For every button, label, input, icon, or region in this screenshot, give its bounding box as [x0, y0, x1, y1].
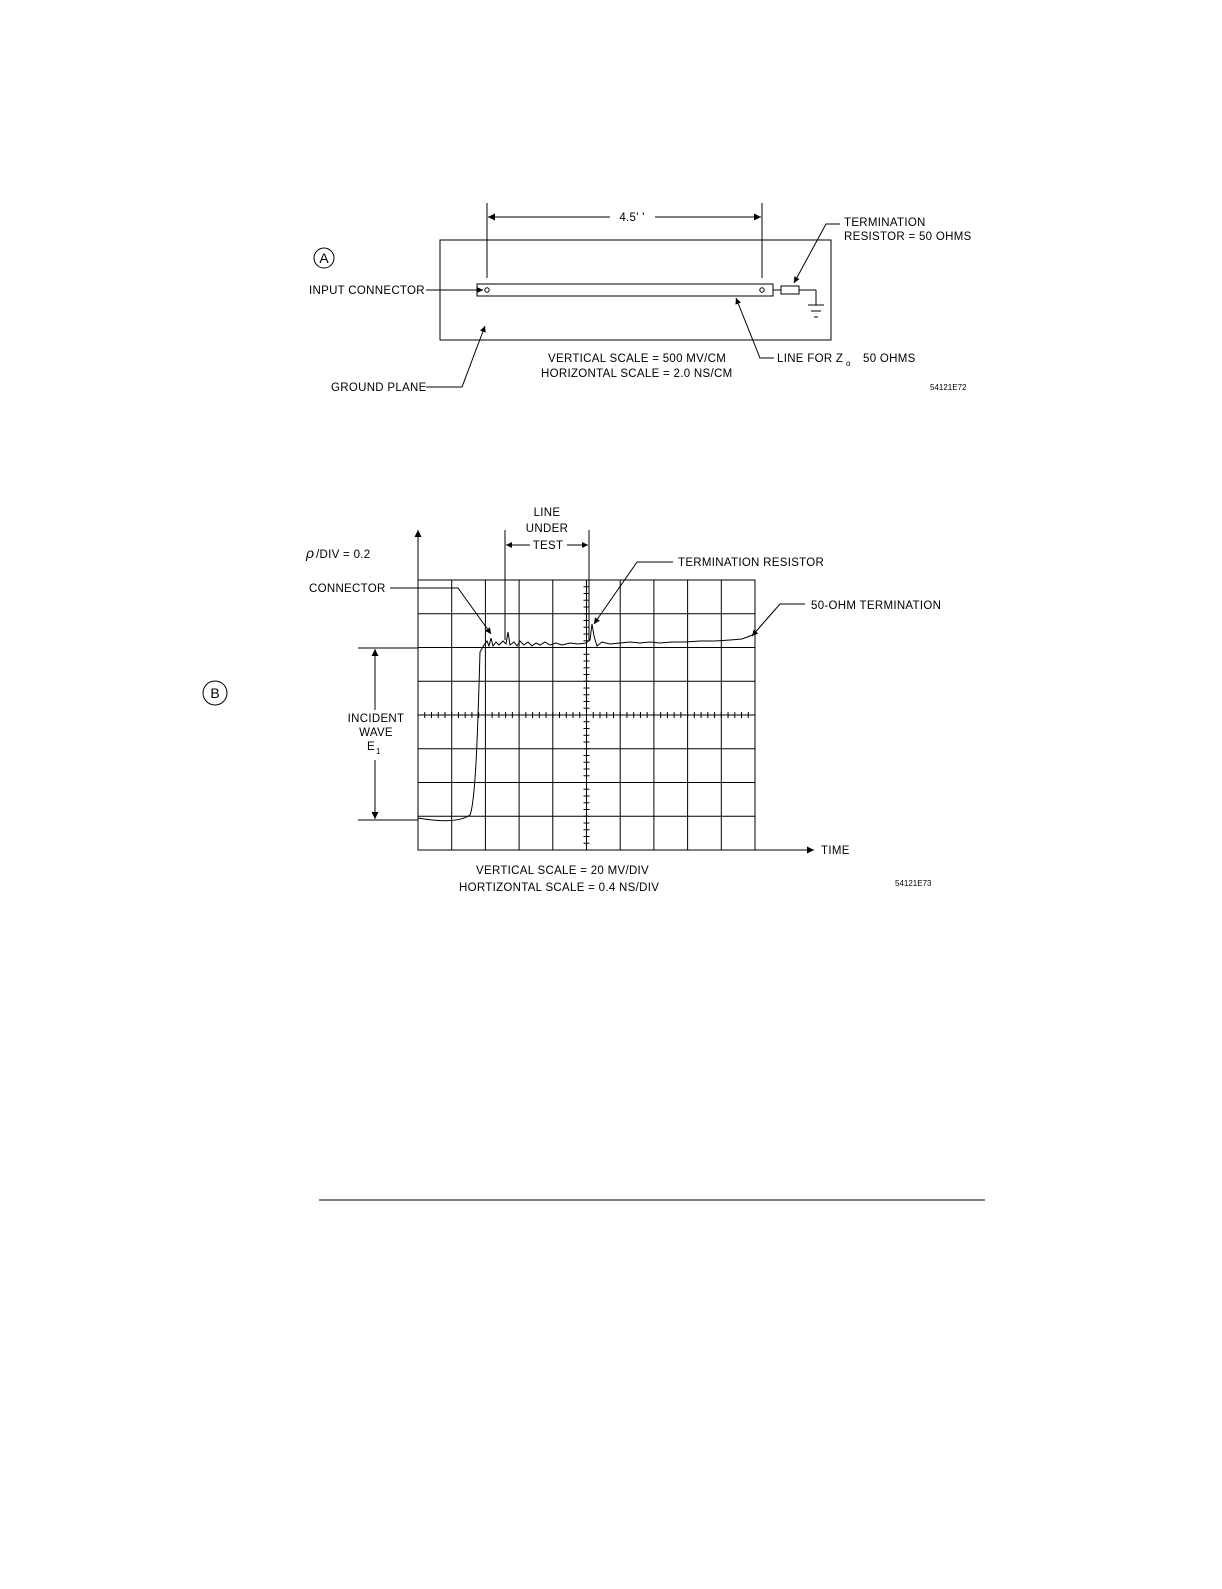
- input-connector-label: INPUT CONNECTOR: [309, 285, 425, 297]
- line-under-test-1: LINE: [533, 507, 561, 519]
- line-for-z-leader: [736, 298, 774, 358]
- rho-div-label: /DIV = 0.2: [316, 549, 371, 561]
- vertical-scale-label-b: VERTICAL SCALE = 20 MV/DIV: [476, 865, 650, 877]
- ground-plane-label: GROUND PLANE: [331, 382, 427, 394]
- line-for-z-value: 50 OHMS: [863, 353, 916, 365]
- line-under-test-2: UNDER: [525, 523, 569, 535]
- connector-leader: [390, 588, 491, 634]
- vertical-scale-label-a: VERTICAL SCALE = 500 MV/CM: [548, 353, 727, 365]
- figure-a-marker: A: [319, 250, 329, 266]
- fifty-ohm-leader: [752, 604, 805, 636]
- incident-label-2: WAVE: [359, 727, 393, 739]
- figure-a-id: 54121E72: [930, 383, 967, 392]
- dimension-label: 4.5' ': [619, 212, 645, 224]
- horizontal-scale-label-a: HORIZONTAL SCALE = 2.0 NS/CM: [541, 368, 733, 380]
- figure-b-labels: [210, 507, 941, 894]
- incident-label-1: INCIDENT: [347, 713, 405, 725]
- figure-b-id: 54121E73: [895, 879, 932, 888]
- termination-resistor: [781, 286, 799, 294]
- ground-plane-leader: [426, 326, 485, 387]
- strip-end-right: [760, 288, 764, 292]
- figure-b: [203, 530, 814, 850]
- time-label: TIME: [821, 845, 850, 857]
- termination-resistor-label: TERMINATION RESISTOR: [678, 557, 825, 569]
- rho-symbol: ρ: [306, 545, 315, 561]
- line-under-test-3: TEST: [532, 540, 564, 552]
- termination-resistor-leader: [594, 562, 673, 624]
- strip-end-left: [485, 288, 489, 292]
- incident-label-3: E: [367, 741, 375, 753]
- figure-a-labels: [309, 212, 972, 394]
- figure-b-marker: B: [210, 685, 220, 701]
- termination-label-1: TERMINATION: [844, 217, 926, 229]
- termination-leader: [794, 224, 840, 283]
- horizontal-scale-label-b: HORTIZONTAL SCALE = 0.4 NS/DIV: [459, 882, 660, 894]
- termination-label-2: RESISTOR = 50 OHMS: [844, 231, 972, 243]
- incident-label-3-sub: 1: [376, 747, 381, 756]
- ground-plane-board: [440, 240, 831, 340]
- connector-label: CONNECTOR: [309, 583, 386, 595]
- fifty-ohm-label: 50-OHM TERMINATION: [811, 600, 942, 612]
- line-for-z-label: LINE FOR Z: [777, 353, 844, 365]
- z-subscript: o: [846, 359, 851, 368]
- transmission-line-strip: [477, 284, 773, 296]
